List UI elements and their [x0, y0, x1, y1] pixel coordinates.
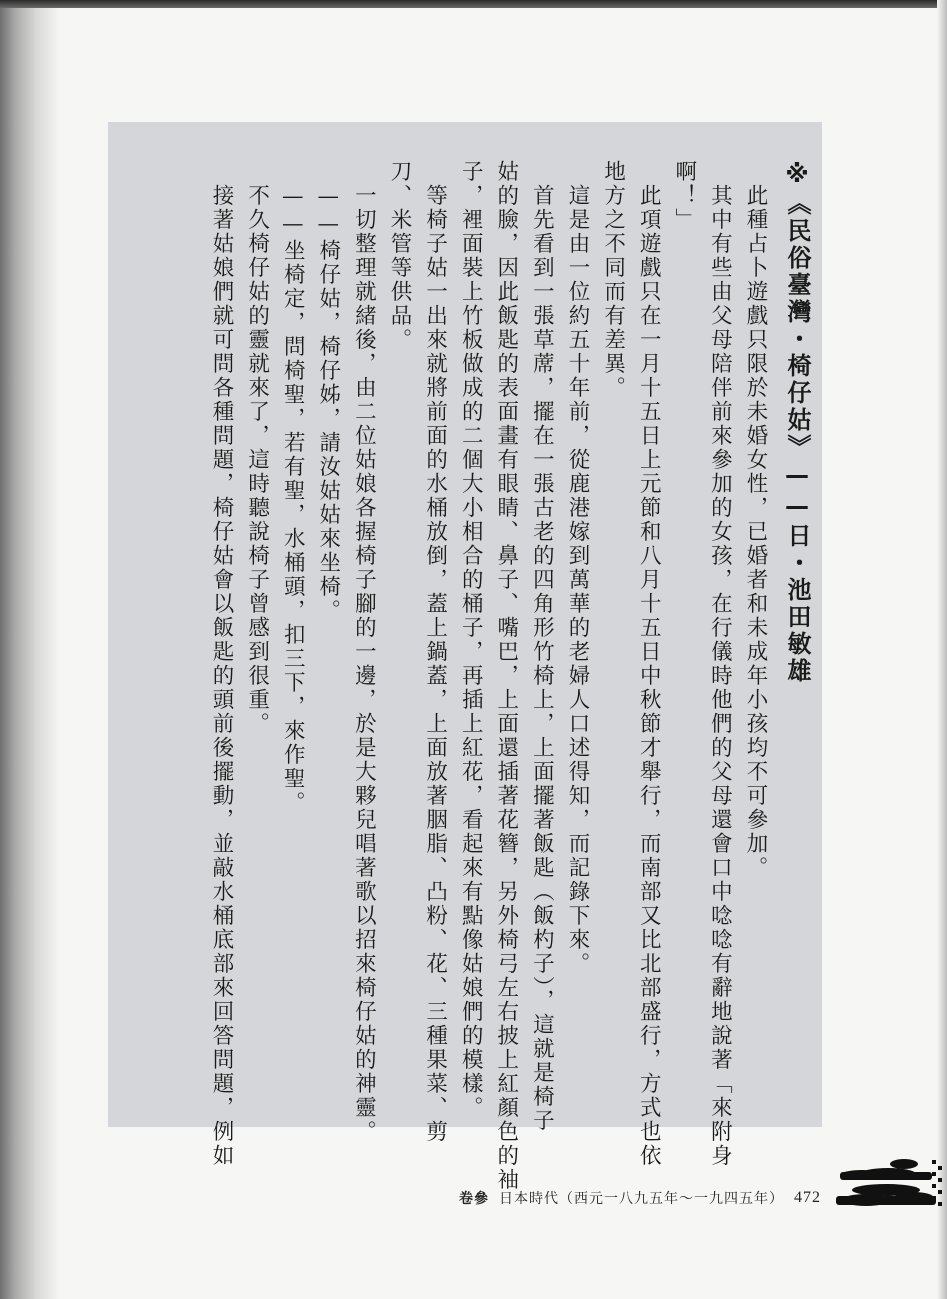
text-column: 啊！」 — [671, 160, 697, 232]
text-column: 地方之不同而有差異。 — [600, 160, 626, 400]
text-column: 此種占卜遊戲只限於未婚女性，已婚者和未成年小孩均不可參加。 — [743, 160, 768, 880]
page-footer — [459, 1188, 821, 1208]
footer-era: 日本時代（西元一八九五年～一九四五年） — [499, 1191, 784, 1207]
text-column: 這是由一位約五十年前，從鹿港嫁到萬華的老婦人口述得知，而記錄下來。 — [565, 160, 590, 976]
text-column: ——坐椅定，問椅聖，若有聖，水桶頭，扣三下，來作聖。 — [280, 160, 306, 815]
text-column: 首先看到一張草蓆，擺在一張古老的四角形竹椅上，上面擺著飯匙（飯杓子），這就是椅子 — [529, 160, 555, 1134]
footer-volume: 卷參 — [459, 1191, 489, 1207]
shaded-text-box — [108, 122, 822, 1192]
text-column: 此項遊戲只在一月十五日上元節和八月十五日中秋節才舉行，而南部又比北部盛行，方式也依 — [636, 160, 662, 1168]
text-column: 一切整理就緒後，由二位姑娘各握椅子腳的一邊，於是大夥兒唱著歌以招來椅仔姑的神靈。 — [351, 160, 377, 1144]
book-spine-shadow — [0, 0, 60, 1299]
text-column: ——椅仔姑，椅仔姊，請汝姑姑來坐椅。 — [315, 160, 341, 623]
article-title: ※《民俗臺灣・椅仔姑》——日・池田敏雄 — [783, 160, 811, 685]
text-column: 其中有些由父母陪伴前來參加的女孩，在行儀時他們的父母還會口中唸唸有辭地說著「來附身 — [707, 160, 733, 1168]
text-column: 姑的臉，因此飯匙的表面畫有眼睛、鼻子、嘴巴，上面還插著花簪，另外椅弓左右披上紅顏色的袖 — [493, 160, 519, 1192]
text-column: 刀、米管等供品。 — [387, 160, 412, 352]
text-column: 不久椅仔姑的靈就來了，這時聽說椅子曾感到很重。 — [244, 160, 270, 736]
page-top-edge — [0, 0, 947, 8]
text-column: 接著姑娘們就可問各種問題，椅仔姑會以飯匙的頭前後擺動，並敲水桶底部來回答問題，例如 — [209, 160, 234, 1168]
cloud-ornament-icon — [826, 1152, 947, 1222]
text-column: 子，裡面裝上竹板做成的二個大小相合的桶子，再插上紅花，看起來有點像姑娘們的模樣。 — [458, 160, 484, 1120]
page-right-edge — [937, 0, 947, 1299]
text-column: 等椅子姑一出來就將前面的水桶放倒，蓋上鍋蓋，上面放著胭脂、凸粉、花、三種果菜、剪 — [422, 160, 448, 1144]
page-number: 472 — [794, 1189, 821, 1206]
